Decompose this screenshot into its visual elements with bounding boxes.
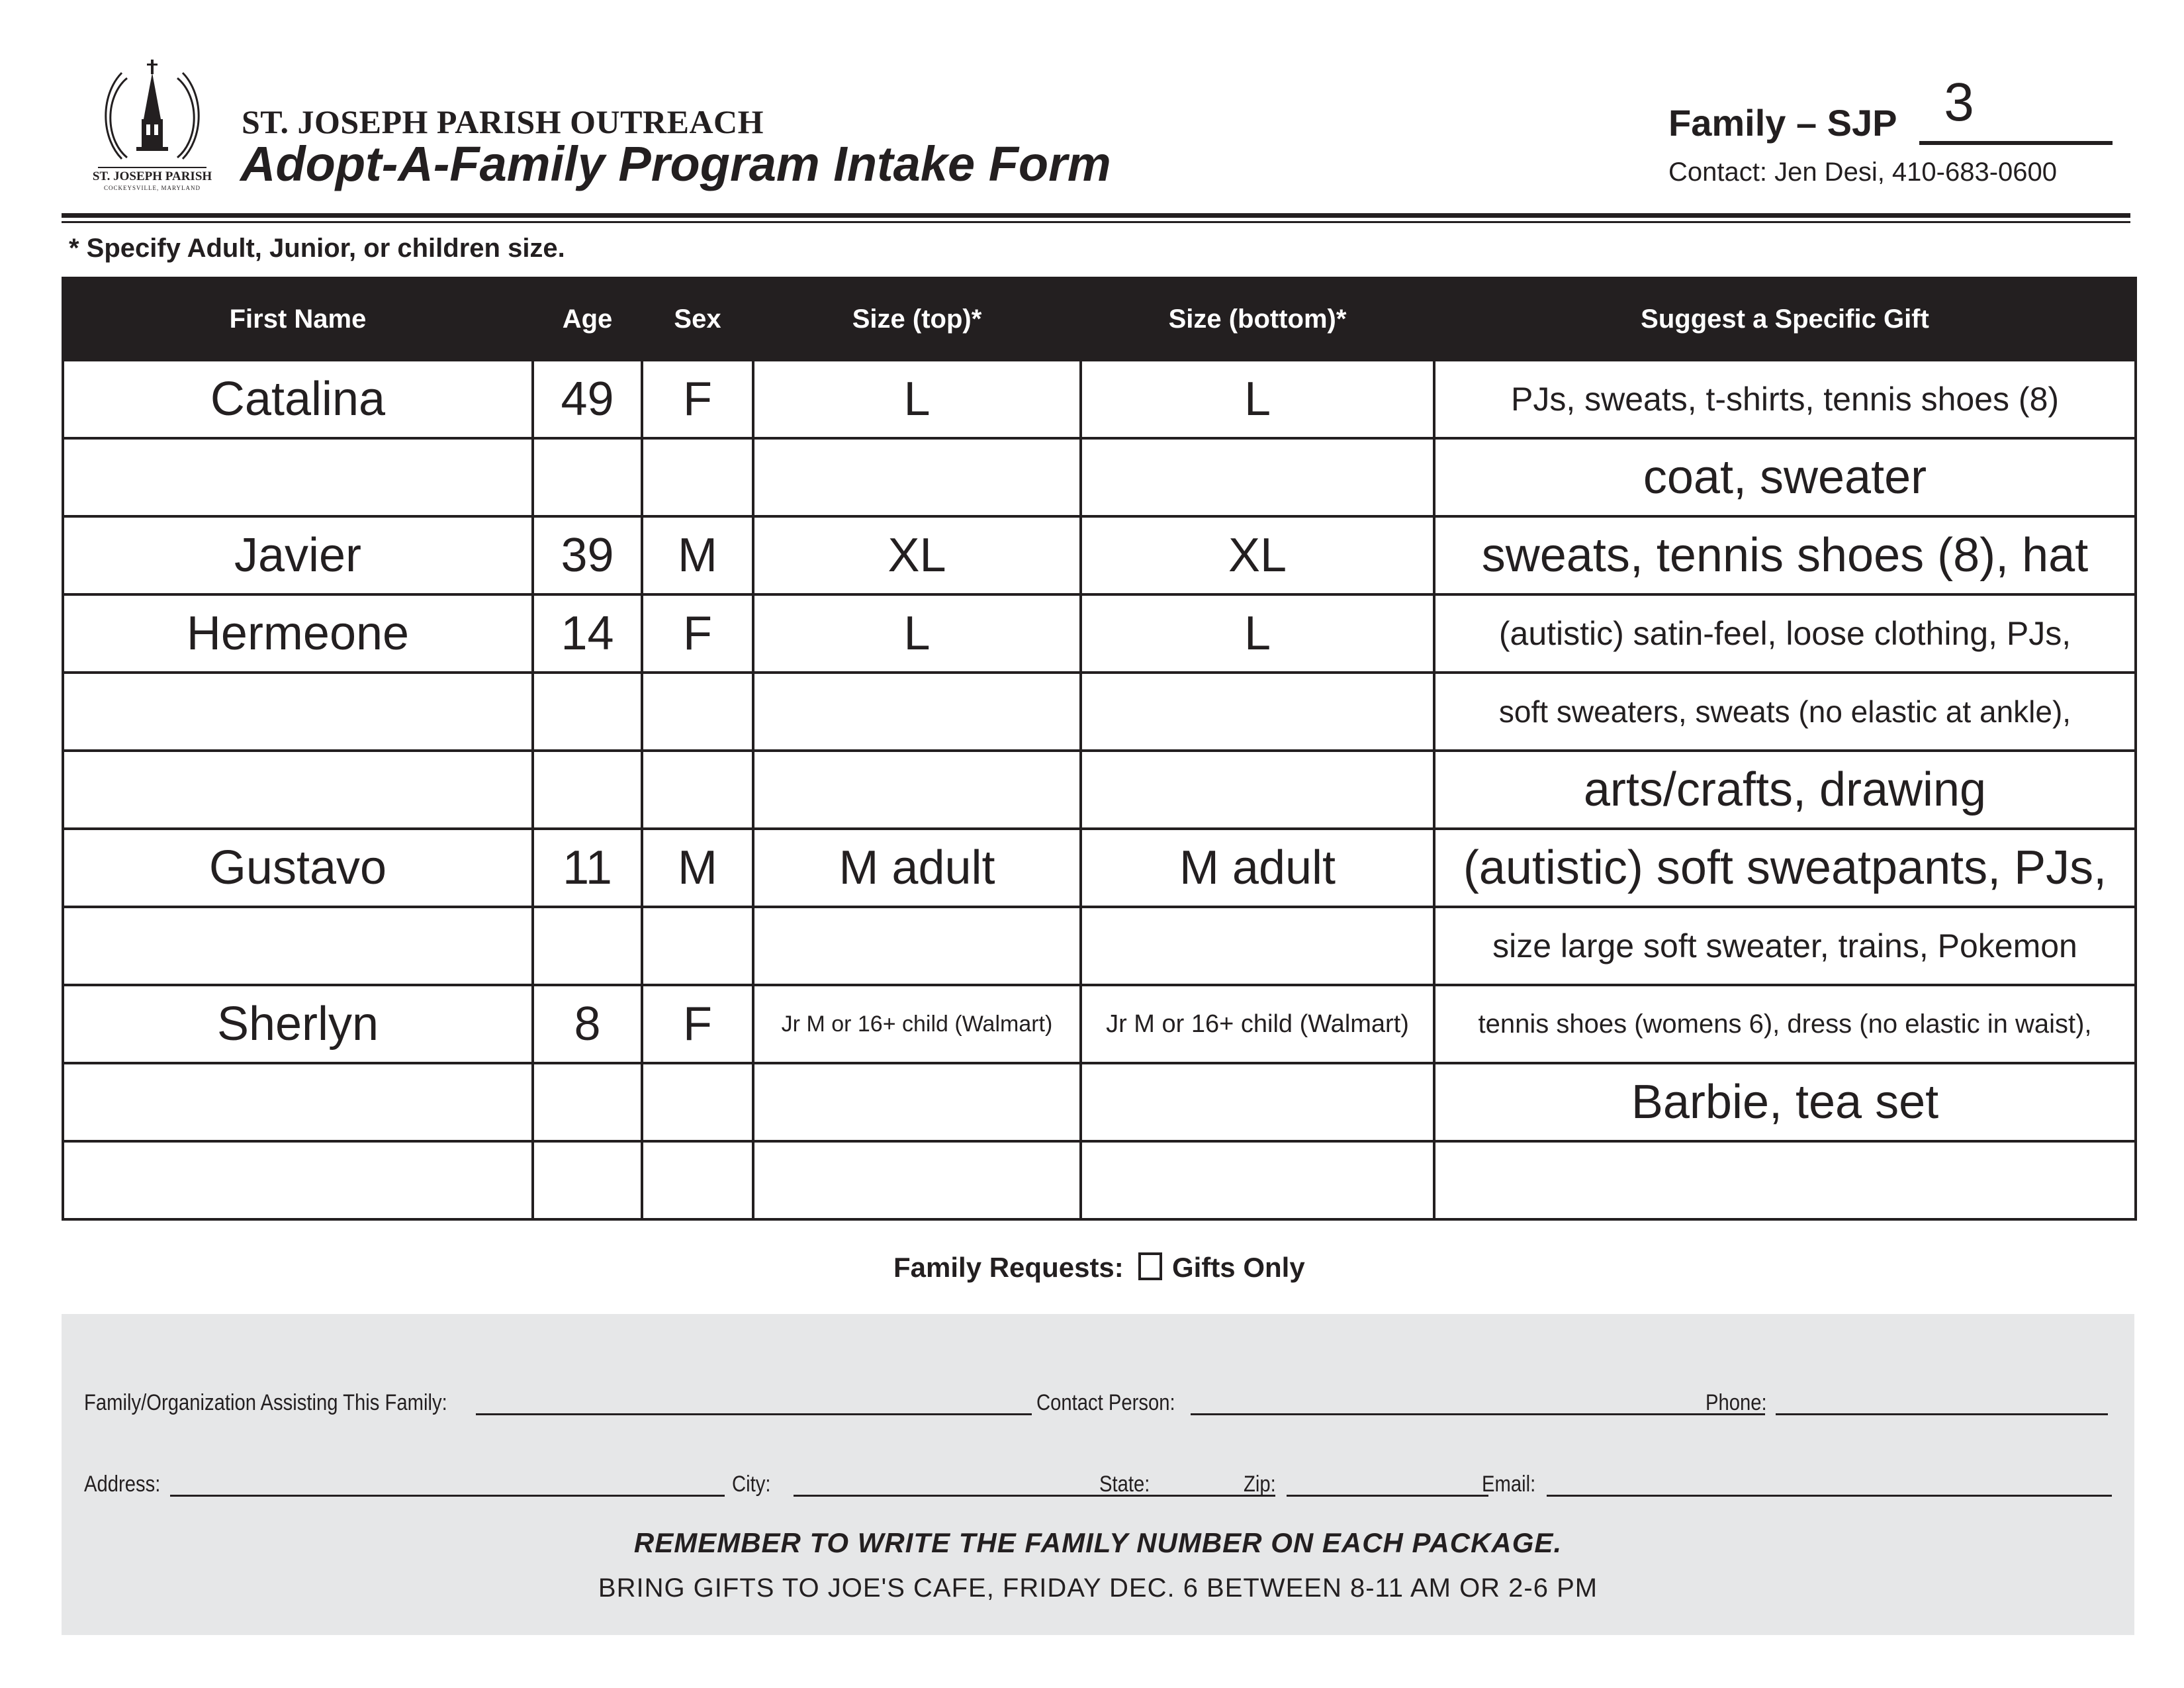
form-title: Adopt-A-Family Program Intake Form bbox=[240, 136, 1111, 191]
family-requests-label: Family Requests: bbox=[893, 1252, 1124, 1283]
table-row bbox=[63, 751, 2136, 829]
table-row bbox=[63, 1063, 2136, 1141]
table-row bbox=[63, 673, 2136, 751]
first-name-cell[interactable] bbox=[63, 1063, 533, 1141]
logo-text: ST. JOSEPH PARISH bbox=[92, 169, 212, 183]
gift-cell[interactable]: arts/crafts, drawing bbox=[1434, 751, 2136, 829]
size-top-cell[interactable] bbox=[753, 673, 1081, 751]
first-name-cell[interactable]: Hermeone bbox=[63, 594, 533, 673]
table-row bbox=[63, 907, 2136, 985]
gift-cell[interactable]: coat, sweater bbox=[1434, 438, 2136, 516]
age-cell[interactable]: 49 bbox=[533, 360, 642, 438]
header-divider bbox=[62, 213, 2130, 218]
zip-label: Zip: bbox=[1244, 1472, 1276, 1497]
table-row bbox=[63, 438, 2136, 516]
parish-logo bbox=[79, 58, 225, 201]
column-header-size-top: Size (top)* bbox=[753, 278, 1081, 360]
first-name-cell[interactable]: Sherlyn bbox=[63, 985, 533, 1063]
size-top-cell[interactable] bbox=[753, 751, 1081, 829]
phone-label: Phone: bbox=[1706, 1390, 1767, 1415]
gift-cell[interactable] bbox=[1434, 1141, 2136, 1219]
age-cell[interactable]: 14 bbox=[533, 594, 642, 673]
gift-cell[interactable]: (autistic) satin-feel, loose clothing, PJs, bbox=[1434, 594, 2136, 673]
sex-cell[interactable] bbox=[642, 1063, 753, 1141]
gifts-only-checkbox[interactable] bbox=[1138, 1252, 1162, 1280]
gift-cell[interactable]: sweats, tennis shoes (8), hat bbox=[1434, 516, 2136, 594]
sex-cell[interactable] bbox=[642, 438, 753, 516]
table-row bbox=[63, 1141, 2136, 1219]
family-members-table bbox=[62, 277, 2137, 1221]
first-name-cell[interactable]: Gustavo bbox=[63, 829, 533, 907]
sex-cell[interactable]: F bbox=[642, 985, 753, 1063]
email-label: Email: bbox=[1482, 1472, 1536, 1497]
size-bottom-cell[interactable]: L bbox=[1081, 594, 1434, 673]
first-name-cell[interactable] bbox=[63, 673, 533, 751]
size-top-cell[interactable]: XL bbox=[753, 516, 1081, 594]
sex-cell[interactable]: F bbox=[642, 360, 753, 438]
column-header-age: Age bbox=[533, 278, 642, 360]
assisting-family-label: Family/Organization Assisting This Family: bbox=[84, 1390, 447, 1415]
size-top-cell[interactable] bbox=[753, 907, 1081, 985]
size-top-cell[interactable] bbox=[753, 1141, 1081, 1219]
column-header-sex: Sex bbox=[642, 278, 753, 360]
age-cell[interactable]: 39 bbox=[533, 516, 642, 594]
family-number-label: Family – SJP bbox=[1668, 102, 1897, 144]
family-number-line bbox=[1919, 141, 2113, 145]
gift-cell[interactable]: tennis shoes (womens 6), dress (no elastic in waist), bbox=[1434, 985, 2136, 1063]
age-cell[interactable]: 11 bbox=[533, 829, 642, 907]
table-row bbox=[63, 829, 2136, 907]
program-contact: Contact: Jen Desi, 410-683-0600 bbox=[1668, 158, 2058, 187]
gift-cell[interactable]: size large soft sweater, trains, Pokemon bbox=[1434, 907, 2136, 985]
size-bottom-cell[interactable] bbox=[1081, 907, 1434, 985]
size-top-cell[interactable]: L bbox=[753, 360, 1081, 438]
gift-cell[interactable]: soft sweaters, sweats (no elastic at ankle), bbox=[1434, 673, 2136, 751]
age-cell[interactable] bbox=[533, 907, 642, 985]
contact-person-label: Contact Person: bbox=[1036, 1390, 1175, 1415]
gift-cell[interactable]: PJs, sweats, t-shirts, tennis shoes (8) bbox=[1434, 360, 2136, 438]
sex-cell[interactable]: M bbox=[642, 829, 753, 907]
first-name-cell[interactable]: Javier bbox=[63, 516, 533, 594]
size-top-cell[interactable] bbox=[753, 438, 1081, 516]
family-number-value[interactable]: 3 bbox=[1944, 72, 1974, 132]
table-row bbox=[63, 594, 2136, 673]
age-cell[interactable] bbox=[533, 751, 642, 829]
column-header-size-bottom: Size (bottom)* bbox=[1081, 278, 1434, 360]
size-bottom-cell[interactable] bbox=[1081, 438, 1434, 516]
first-name-cell[interactable]: Catalina bbox=[63, 360, 533, 438]
age-cell[interactable] bbox=[533, 1141, 642, 1219]
zip-field[interactable] bbox=[1287, 1495, 1488, 1497]
state-label: State: bbox=[1099, 1472, 1150, 1497]
age-cell[interactable] bbox=[533, 438, 642, 516]
gift-cell[interactable]: (autistic) soft sweatpants, PJs, bbox=[1434, 829, 2136, 907]
sex-cell[interactable]: F bbox=[642, 594, 753, 673]
age-cell[interactable]: 8 bbox=[533, 985, 642, 1063]
sex-cell[interactable]: M bbox=[642, 516, 753, 594]
size-top-cell[interactable]: L bbox=[753, 594, 1081, 673]
sex-cell[interactable] bbox=[642, 907, 753, 985]
dropoff-instructions: BRING GIFTS TO JOE'S CAFE, FRIDAY DEC. 6 BETWEEN 8-11 AM OR 2-6 PM bbox=[598, 1573, 1598, 1603]
size-top-cell[interactable]: Jr M or 16+ child (Walmart) bbox=[753, 985, 1081, 1063]
sex-cell[interactable] bbox=[642, 673, 753, 751]
size-bottom-cell[interactable]: Jr M or 16+ child (Walmart) bbox=[1081, 985, 1434, 1063]
address-label: Address: bbox=[84, 1472, 161, 1497]
package-reminder: REMEMBER TO WRITE THE FAMILY NUMBER ON EACH PACKAGE. bbox=[633, 1527, 1563, 1558]
org-name: ST. JOSEPH PARISH OUTREACH bbox=[242, 103, 764, 140]
size-bottom-cell[interactable]: L bbox=[1081, 360, 1434, 438]
size-bottom-cell[interactable] bbox=[1081, 673, 1434, 751]
city-label: City: bbox=[732, 1472, 771, 1497]
age-cell[interactable] bbox=[533, 673, 642, 751]
first-name-cell[interactable] bbox=[63, 751, 533, 829]
column-header-gift: Suggest a Specific Gift bbox=[1434, 278, 2136, 360]
size-bottom-cell[interactable]: XL bbox=[1081, 516, 1434, 594]
sex-cell[interactable] bbox=[642, 751, 753, 829]
sex-cell[interactable] bbox=[642, 1141, 753, 1219]
size-top-cell[interactable] bbox=[753, 1063, 1081, 1141]
volunteer-info-panel bbox=[62, 1314, 2134, 1635]
email-field[interactable] bbox=[1547, 1495, 2112, 1497]
table-header-row bbox=[63, 278, 2136, 360]
phone-field[interactable] bbox=[1776, 1413, 2108, 1415]
size-bottom-cell[interactable]: M adult bbox=[1081, 829, 1434, 907]
table-row bbox=[63, 985, 2136, 1063]
size-bottom-cell[interactable] bbox=[1081, 1141, 1434, 1219]
gift-cell[interactable]: Barbie, tea set bbox=[1434, 1063, 2136, 1141]
logo-subtext: COCKEYSVILLE, MARYLAND bbox=[103, 185, 201, 191]
size-note: * Specify Adult, Junior, or children size. bbox=[69, 234, 565, 263]
first-name-cell[interactable] bbox=[63, 1141, 533, 1219]
age-cell[interactable] bbox=[533, 1063, 642, 1141]
contact-person-field[interactable] bbox=[1191, 1413, 1765, 1415]
first-name-cell[interactable] bbox=[63, 907, 533, 985]
first-name-cell[interactable] bbox=[63, 438, 533, 516]
address-field[interactable] bbox=[170, 1495, 725, 1497]
header-divider-thin bbox=[62, 221, 2130, 223]
size-bottom-cell[interactable] bbox=[1081, 1063, 1434, 1141]
gifts-only-label: Gifts Only bbox=[1172, 1252, 1305, 1283]
column-header-first-name: First Name bbox=[63, 278, 533, 360]
table-row bbox=[63, 516, 2136, 594]
table-row bbox=[63, 360, 2136, 438]
size-bottom-cell[interactable] bbox=[1081, 751, 1434, 829]
size-top-cell[interactable]: M adult bbox=[753, 829, 1081, 907]
assisting-family-field[interactable] bbox=[476, 1413, 1032, 1415]
